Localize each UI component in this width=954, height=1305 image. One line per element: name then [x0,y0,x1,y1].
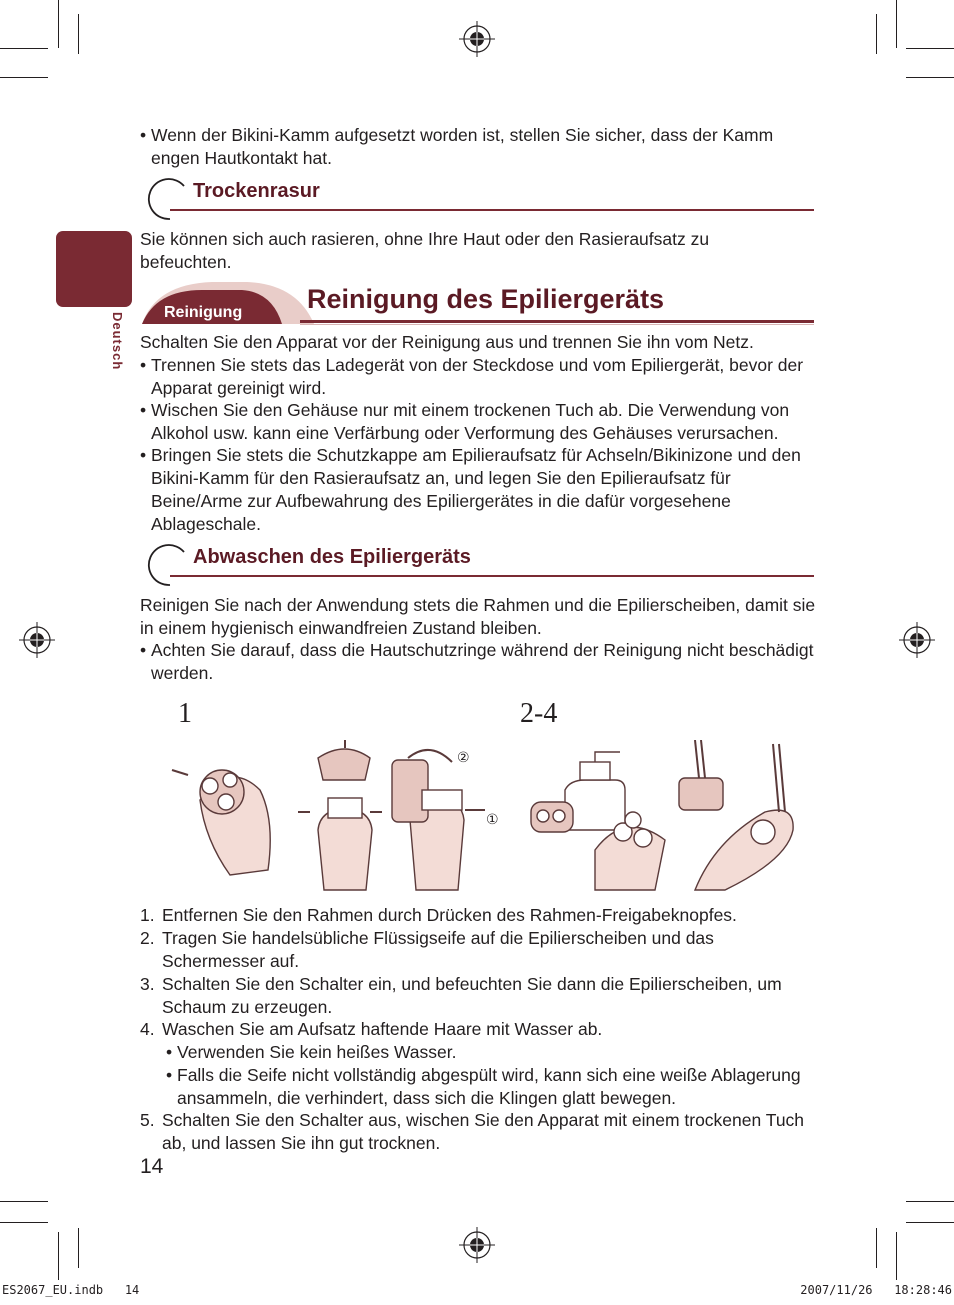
page-title: Reinigung des Epiliergeräts [307,284,665,314]
crop-mark [0,1201,48,1202]
section-rule [170,209,814,211]
step-subitem: • Falls die Seife nicht vollständig abgespült wird, kann sich eine weiße Ablagerung ansammeln, die verhindert, dass sich die Klingen glatt bewegen. [166,1065,801,1108]
step-item: 4. Waschen Sie am Aufsatz haftende Haare mit Wasser ab. [140,1019,603,1039]
step-item: 5. Schalten Sie den Schalter aus, wischen Sie den Apparat mit einem trockenen Tuch ab, und lassen Sie ihn gut trocknen. [140,1110,805,1153]
frame-removal-illustration [160,740,500,892]
crop-mark [58,1232,59,1280]
crop-mark [78,14,79,54]
registration-mark-icon [459,21,495,57]
crop-mark [0,48,48,49]
figure-label: 1 [178,698,192,729]
registration-mark-icon [19,622,55,658]
crop-mark [896,1232,897,1280]
list-item: • Trennen Sie stets das Ladegerät von der Steckdose und vom Epiliergerät, bevor der Apparat gereinigt wird. [140,355,804,398]
paragraph: Schalten Sie den Apparat vor der Reinigung aus und trennen Sie ihn vom Netz. [140,332,754,352]
list-item: • Bringen Sie stets die Schutzkappe am Epilieraufsatz für Achseln/Bikinizone und den Bikini-Kamm für den Rasieraufsatz an, und legen Sie den Epilieraufsatz für Beine/Arme zur Aufbewahrung des Epiliergerätes in die dafür vorgesehene Ablageschale. [140,445,801,534]
page-number: 14 [140,1155,164,1178]
paragraph: Sie können sich auch rasieren, ohne Ihre Haut oder den Rasieraufsatz zu befeuchten. [140,229,710,272]
crop-mark [906,1201,954,1202]
figure-label: 2-4 [520,698,558,729]
footer-file-info: ES2067_EU.indb 14 [2,1283,140,1297]
crop-mark [0,77,48,78]
section-rule [170,575,814,577]
registration-mark-icon [459,1227,495,1263]
step-subitem: • Verwenden Sie kein heißes Wasser. [166,1042,457,1062]
crop-mark [906,77,954,78]
paragraph: Reinigen Sie nach der Anwendung stets die Rahmen und die Epilierscheiben, damit sie in einem hygienisch einwandfreien Zustand bleiben. [140,595,816,638]
title-rule-light [300,324,814,325]
crop-mark [906,48,954,49]
registration-mark-icon [899,622,935,658]
callout-1: ① [486,812,499,828]
footer-timestamp: 2007/11/26 18:28:46 [800,1283,952,1297]
section-marker-icon [140,178,190,222]
step-item: 1. Entfernen Sie den Rahmen durch Drücken des Rahmen-Freigabeknopfes. [140,905,737,925]
title-rule [300,320,814,323]
crop-mark [78,1228,79,1268]
callout-2: ② [457,750,470,766]
crop-mark [896,0,897,48]
crop-mark [0,1222,48,1223]
section-heading: Trockenrasur [193,180,320,202]
step-item: 3. Schalten Sie den Schalter ein, und befeuchten Sie dann die Epilierscheiben, um Schaum zu erzeugen. [140,974,782,1017]
intro-bullet: • Wenn der Bikini-Kamm aufgesetzt worden ist, stellen Sie sicher, dass der Kamm engen Hautkontakt hat. [140,125,774,168]
step-item: 2. Tragen Sie handelsübliche Flüssigseife auf die Epilierscheiben und das Schermesser auf. [140,928,714,971]
language-tab [56,231,132,307]
list-item: • Achten Sie darauf, dass die Hautschutzringe während der Reinigung nicht beschädigt werden. [140,640,814,683]
crop-mark [876,14,877,54]
reinigung-tab-label: Reinigung [164,304,243,321]
section-heading: Abwaschen des Epiliergeräts [193,546,471,568]
section-marker-icon [140,544,190,588]
crop-mark [906,1222,954,1223]
crop-mark [876,1228,877,1268]
language-tab-label: Deutsch [110,312,125,371]
crop-mark [58,0,59,48]
list-item: • Wischen Sie den Gehäuse nur mit einem trockenen Tuch ab. Die Verwendung von Alkohol usw. kann eine Verfärbung oder Verformung des Gehäuses verursachen. [140,400,790,443]
washing-illustration [525,740,815,892]
